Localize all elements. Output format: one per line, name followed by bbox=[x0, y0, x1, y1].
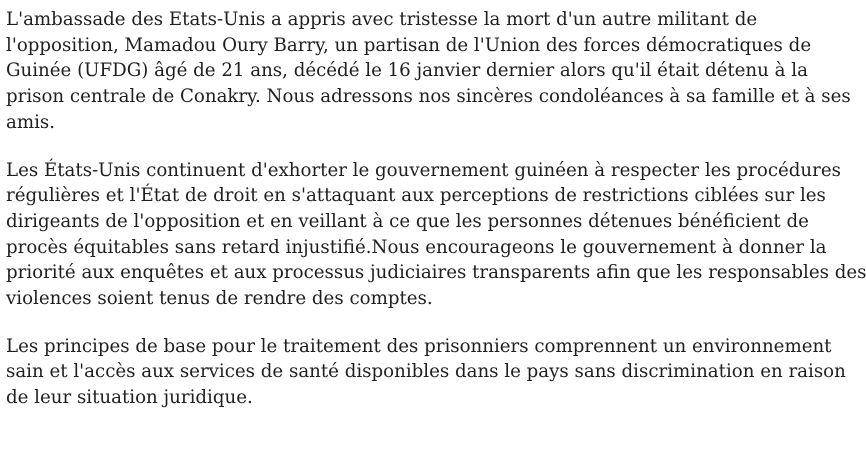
paragraph-line: procès équitables sans retard injustifié.Nous encourageons le gouvernement à donner la bbox=[6, 236, 827, 258]
paragraph-line: Les principes de base pour le traitement des prisonniers comprennent un environnement bbox=[6, 335, 832, 357]
paragraph-line: l'opposition, Mamadou Oury Barry, un partisan de l'Union des forces démocratiques de bbox=[6, 34, 812, 56]
paragraph-line: L'ambassade des Etats-Unis a appris avec tristesse la mort d'un autre militant de bbox=[6, 9, 758, 30]
paragraph-line: régulières et l'État de droit en s'attaquant aux perceptions de restrictions ciblées sur les bbox=[6, 185, 826, 207]
paragraph-line: amis. bbox=[6, 111, 56, 133]
paragraph-line: violences soient tenus de rendre des comptes. bbox=[6, 288, 433, 310]
paragraph-spacer bbox=[6, 312, 737, 334]
paragraph-line: dirigeants de l'opposition et en veillant à ce que les personnes détenues bénéficient de bbox=[6, 210, 809, 232]
paragraph-line: Guinée (UFDG) âgé de 21 ans, décédé le 16 janvier dernier alors qu'il était détenu à la bbox=[6, 60, 808, 82]
paragraph-embassy-statement bbox=[6, 7, 851, 136]
paragraph-line: sain et l'accès aux services de santé disponibles dans le pays sans discrimination en raison bbox=[6, 361, 846, 383]
paragraph-line: prison centrale de Conakry. Nous adressons nos sincères condoléances à sa famille et à ses bbox=[6, 86, 851, 108]
paragraph-line: priorité aux enquêtes et aux processus judiciaires transparents afin que les responsables des bbox=[6, 262, 866, 284]
paragraph-spacer bbox=[6, 136, 737, 158]
paragraph-line: de leur situation juridique. bbox=[6, 387, 253, 409]
paragraph-government-appeal bbox=[6, 158, 866, 312]
paragraph-prisoner-principles bbox=[6, 334, 846, 411]
paragraph-line: Les États-Unis continuent d'exhorter le gouvernement guinéen à respecter les procédures bbox=[6, 159, 841, 181]
